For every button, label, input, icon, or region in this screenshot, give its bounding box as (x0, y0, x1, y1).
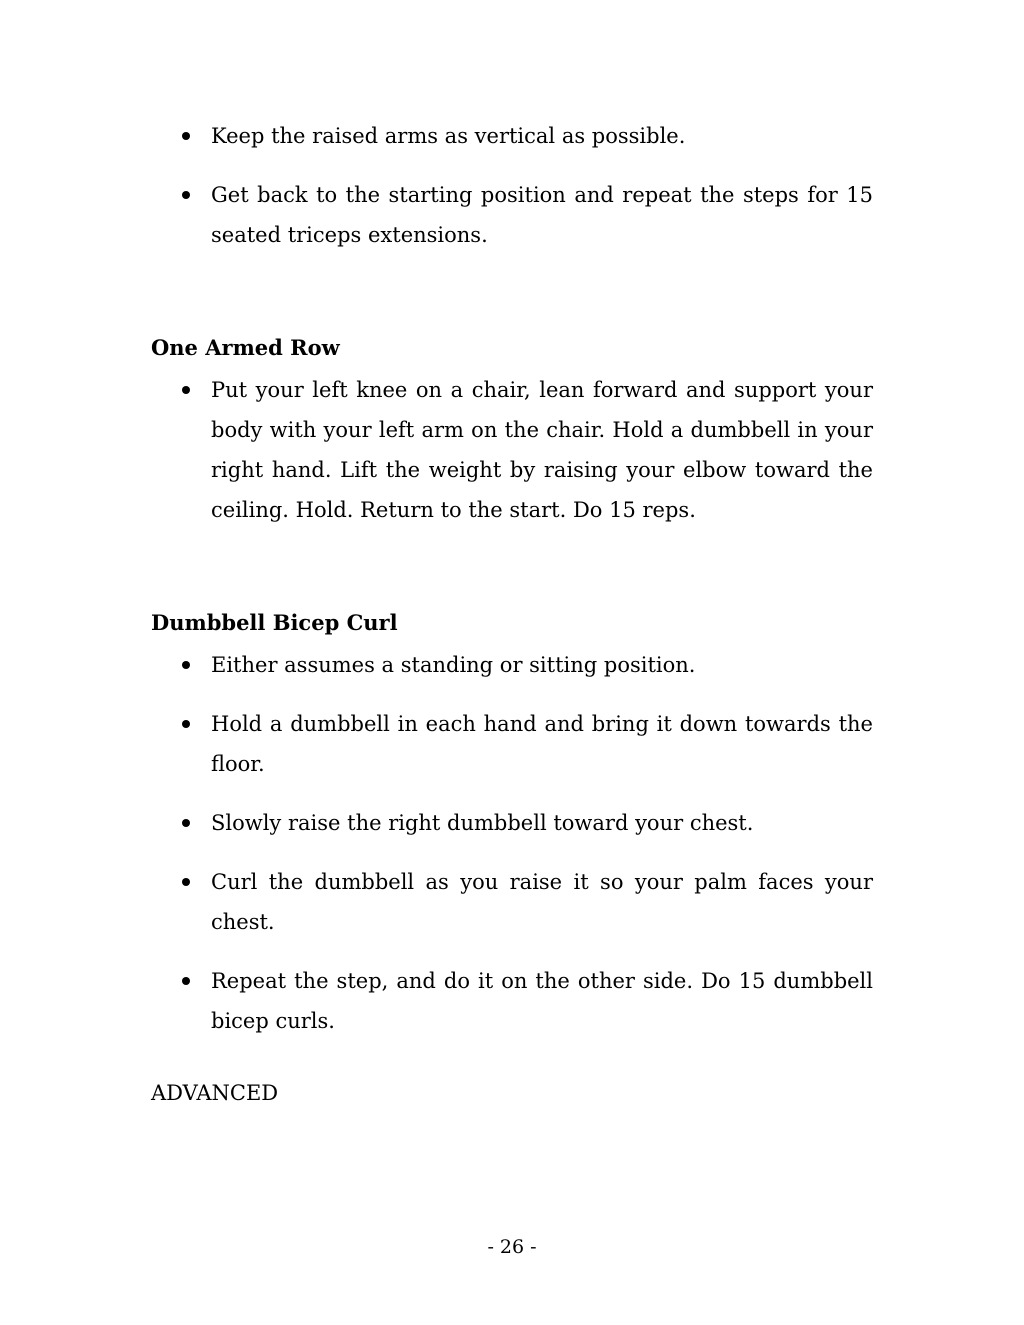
bullet-icon (182, 661, 190, 669)
advanced-label: ADVANCED (151, 1081, 279, 1105)
list-item (151, 803, 873, 843)
bullet-icon (182, 386, 190, 394)
list-item-text: Curl the dumbbell as you raise it so your palm faces your chest. (211, 870, 873, 934)
section-heading-dumbbell-bicep-curl: Dumbbell Bicep Curl (151, 610, 398, 635)
bullet-icon (182, 878, 190, 886)
list-item-text: Either assumes a standing or sitting position. (211, 653, 696, 677)
list-item-text: Get back to the starting position and repeat the steps for 15 seated triceps extensions. (211, 183, 873, 247)
bullet-icon (182, 720, 190, 728)
bullet-icon (182, 977, 190, 985)
list-item (151, 370, 873, 530)
page-number: - 26 - (487, 1236, 537, 1258)
dumbbell-bicep-curl-bullet-list (151, 645, 873, 1041)
bullet-icon (182, 819, 190, 827)
list-item (151, 704, 873, 784)
list-item (151, 116, 873, 156)
list-item (151, 175, 873, 255)
list-item (151, 961, 873, 1041)
intro-bullet-list (151, 116, 873, 255)
bullet-icon (182, 191, 190, 199)
list-item (151, 862, 873, 942)
list-item (151, 645, 873, 685)
list-item-text: Repeat the step, and do it on the other side. Do 15 dumbbell bicep curls. (211, 969, 873, 1033)
one-armed-row-bullet-list (151, 370, 873, 530)
list-item-text: Put your left knee on a chair, lean forward and support your body with your left arm on the chair. Hold a dumbbell in your right hand. Lift the weight by raising your elbow toward the ceiling. Hold. Return to the start. Do 15 reps. (211, 378, 873, 522)
bullet-icon (182, 132, 190, 140)
list-item-text: Hold a dumbbell in each hand and bring it down towards the floor. (211, 712, 873, 776)
list-item-text: Slowly raise the right dumbbell toward your chest. (211, 811, 754, 835)
list-item-text: Keep the raised arms as vertical as possible. (211, 124, 686, 148)
section-heading-one-armed-row: One Armed Row (151, 335, 340, 360)
